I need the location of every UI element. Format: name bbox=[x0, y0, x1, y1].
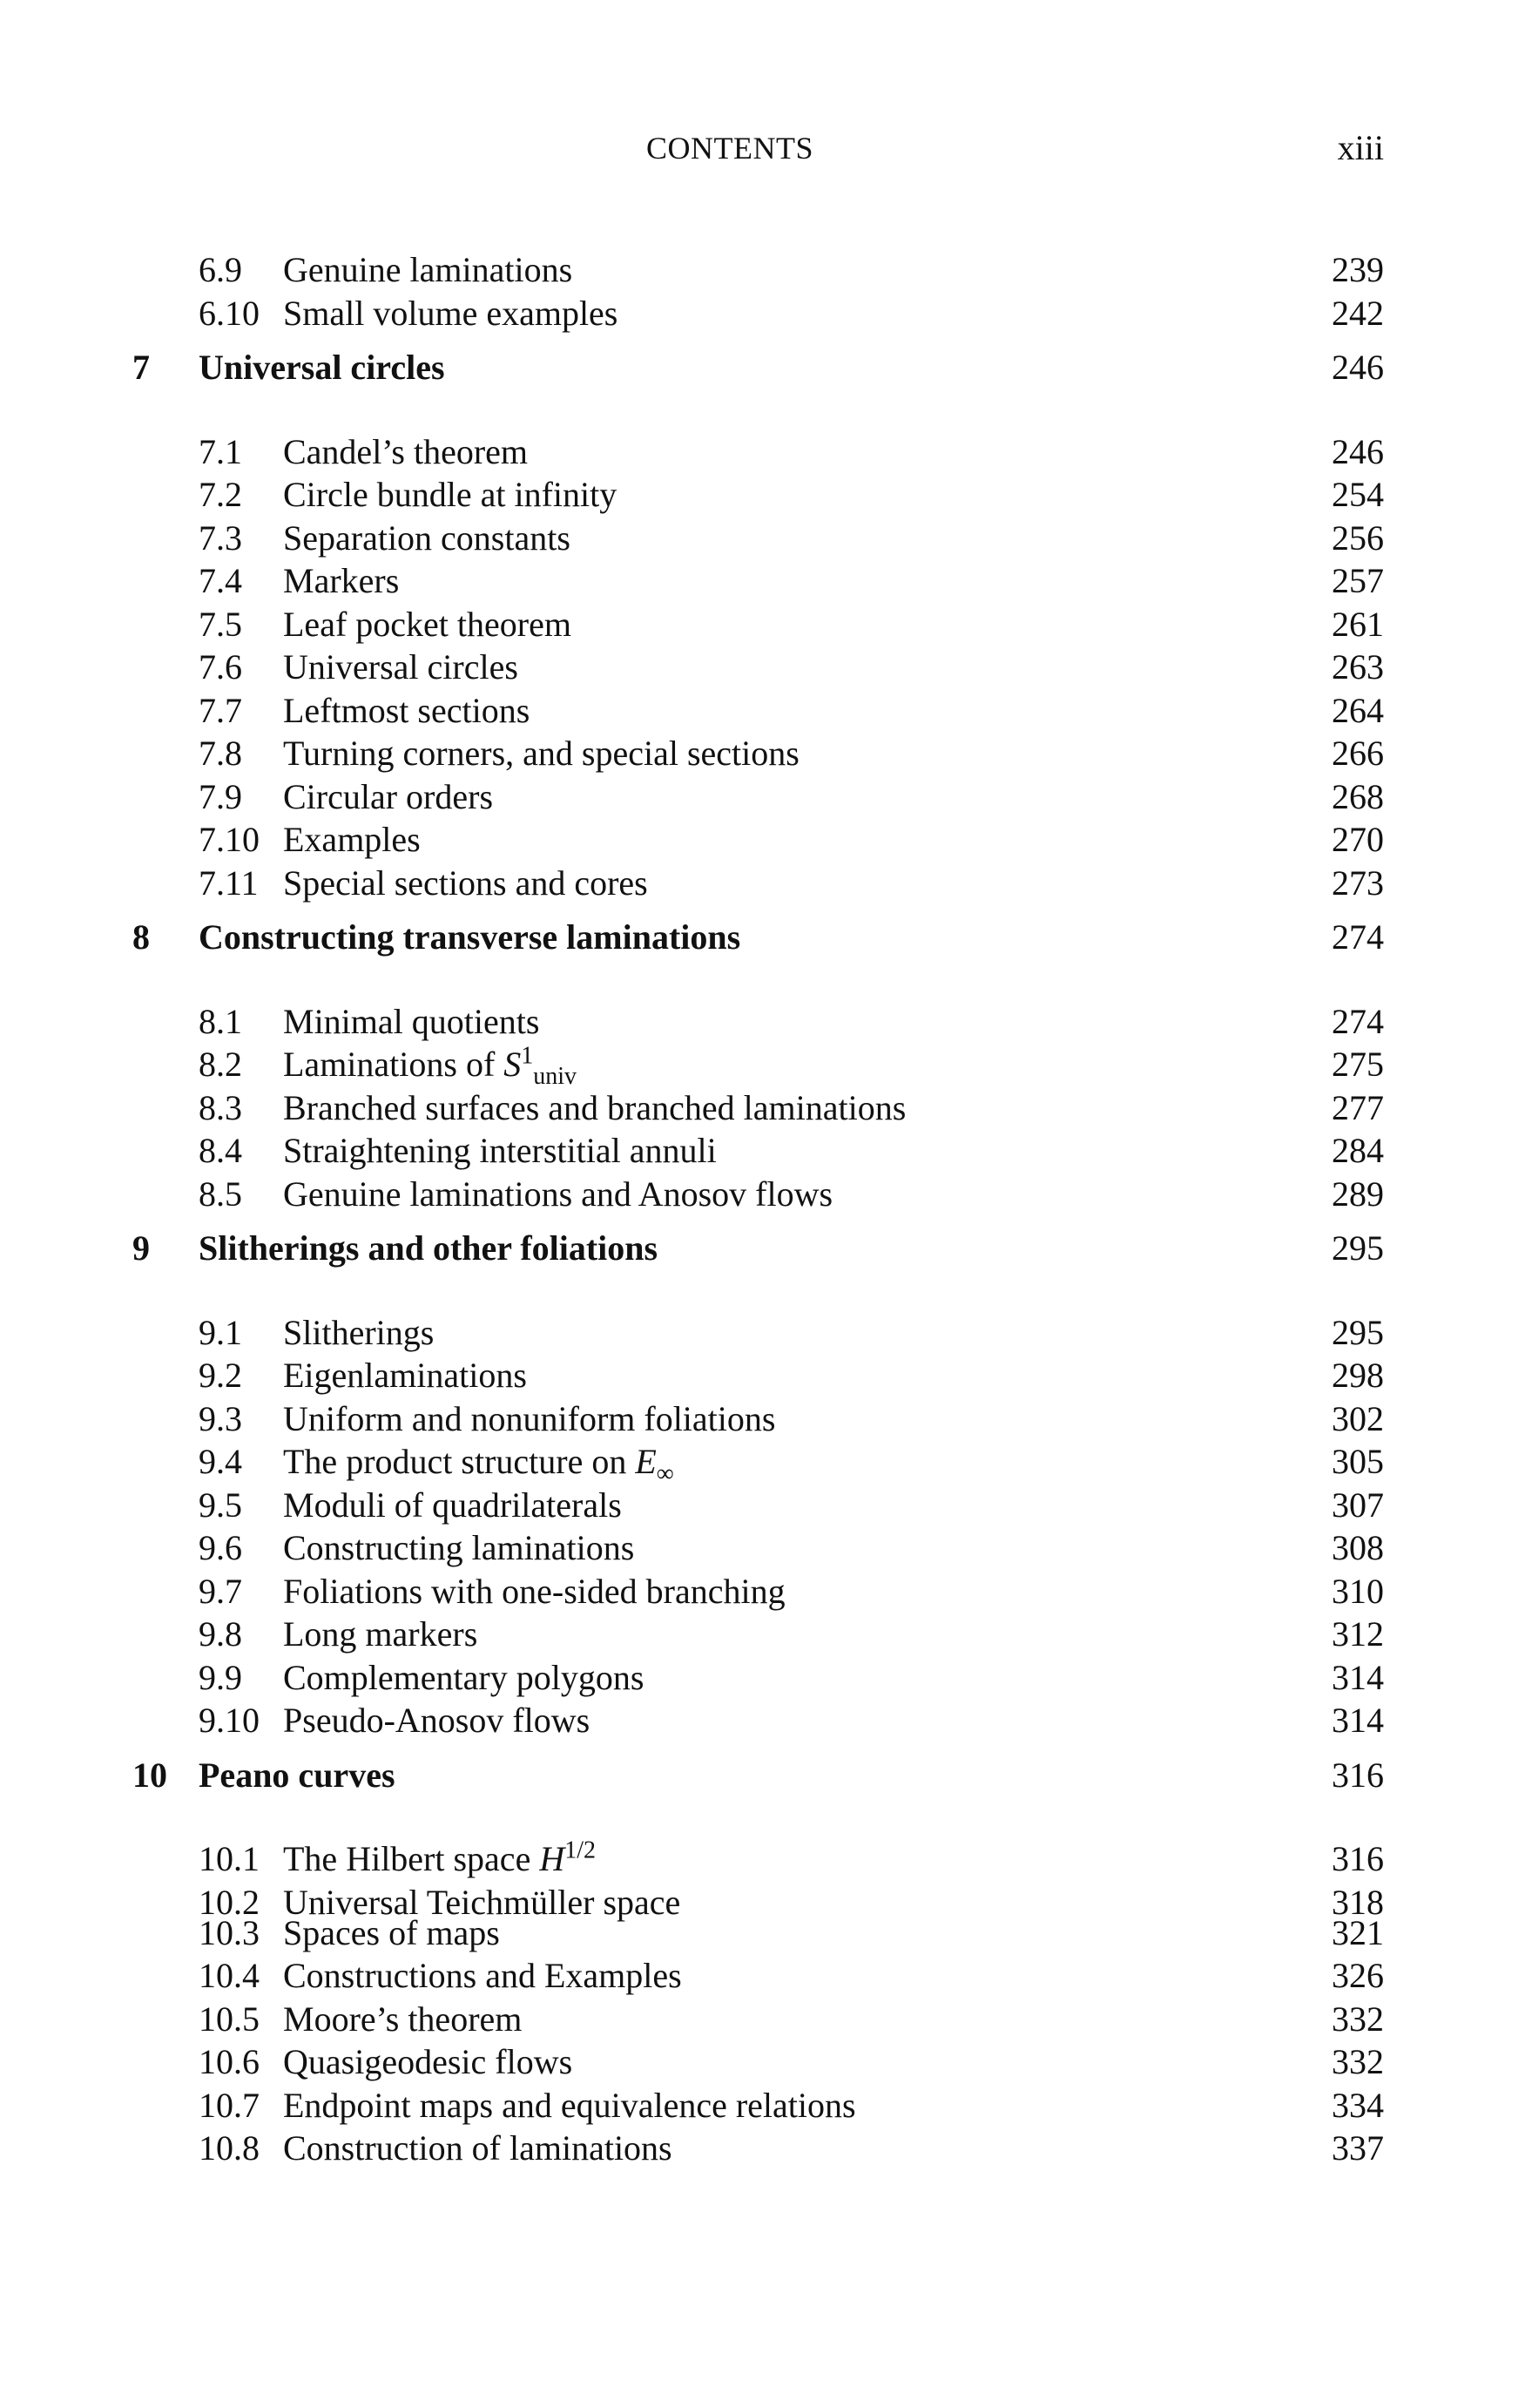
toc-entry-page: 334 bbox=[1332, 2085, 1384, 2125]
table-of-contents bbox=[0, 248, 1525, 2170]
toc-entry-page: 307 bbox=[1332, 1485, 1384, 1525]
toc-section-row bbox=[0, 1954, 1525, 1998]
toc-section-row bbox=[0, 292, 1525, 335]
toc-entry-title-text: Pseudo-Anosov flows bbox=[283, 1701, 590, 1740]
toc-entry-page: 316 bbox=[1332, 1839, 1384, 1878]
math-symbol: H bbox=[539, 1839, 565, 1878]
toc-entry-page: 274 bbox=[1332, 1001, 1384, 1041]
toc-entry-title bbox=[283, 1954, 682, 1998]
toc-entry-number: 10.7 bbox=[199, 2085, 260, 2125]
toc-entry-title bbox=[283, 517, 570, 560]
toc-entry-title bbox=[283, 646, 518, 689]
toc-section-row bbox=[0, 2084, 1525, 2127]
toc-entry-number: 7.7 bbox=[199, 690, 242, 730]
toc-section-row bbox=[0, 1837, 1525, 1881]
toc-entry-number: 10.3 bbox=[199, 1912, 260, 1952]
toc-entry-title bbox=[283, 248, 572, 292]
toc-entry-page: 314 bbox=[1332, 1701, 1384, 1740]
toc-section-row bbox=[0, 862, 1525, 905]
toc-entry-page: 246 bbox=[1332, 431, 1384, 471]
toc-entry-number: 9.4 bbox=[199, 1442, 242, 1481]
toc-entry-number: 9.1 bbox=[199, 1312, 242, 1352]
toc-entry-number: 8.4 bbox=[199, 1131, 242, 1170]
toc-section-row bbox=[0, 1613, 1525, 1656]
toc-entry-title bbox=[283, 2040, 572, 2084]
math-superscript: 1/2 bbox=[564, 1836, 596, 1864]
math-subscript: univ bbox=[533, 1063, 577, 1090]
toc-entry-title-text: Examples bbox=[283, 820, 421, 859]
toc-entry-title bbox=[283, 1699, 590, 1742]
toc-entry-page: 270 bbox=[1332, 820, 1384, 859]
toc-entry-page: 275 bbox=[1332, 1045, 1384, 1084]
toc-entry-number: 7.2 bbox=[199, 475, 242, 514]
toc-chapter-row bbox=[0, 916, 1525, 959]
toc-entry-title bbox=[283, 1570, 786, 1613]
toc-entry-number: 10.4 bbox=[199, 1956, 260, 1995]
toc-entry-page: 284 bbox=[1332, 1131, 1384, 1170]
toc-entry-title bbox=[283, 775, 493, 819]
toc-entry-title bbox=[283, 292, 617, 335]
toc-entry-title-text: Straightening interstitial annuli bbox=[283, 1131, 717, 1170]
toc-section-row bbox=[0, 1086, 1525, 1130]
toc-entry-number: 8.2 bbox=[199, 1045, 242, 1084]
toc-entry-title-text: The product structure on bbox=[283, 1442, 636, 1481]
toc-entry-page: 266 bbox=[1332, 734, 1384, 773]
toc-entry-title-text: Endpoint maps and equivalence relations bbox=[283, 2085, 856, 2125]
toc-entry-number: 9.6 bbox=[199, 1528, 242, 1567]
toc-entry-number: 10.8 bbox=[199, 2128, 260, 2168]
toc-entry-title-text: Universal circles bbox=[283, 647, 518, 687]
page-number: xiii bbox=[1337, 128, 1384, 167]
toc-entry-number: 9 bbox=[132, 1228, 150, 1268]
toc-entry-title-text: Minimal quotients bbox=[283, 1001, 540, 1041]
toc-entry-title-text: Special sections and cores bbox=[283, 862, 648, 903]
toc-entry-title-text: Candel’s theorem bbox=[283, 431, 529, 471]
toc-entry-title bbox=[283, 1911, 500, 1955]
toc-entry-number: 8.5 bbox=[199, 1174, 242, 1214]
toc-entry-title-text: Markers bbox=[283, 561, 400, 600]
toc-entry-page: 308 bbox=[1332, 1528, 1384, 1567]
toc-entry-number: 10.1 bbox=[199, 1839, 260, 1878]
toc-entry-title bbox=[199, 346, 445, 389]
toc-entry-title-text: Slitherings bbox=[283, 1312, 435, 1352]
toc-entry-page: 302 bbox=[1332, 1398, 1384, 1438]
toc-entry-page: 256 bbox=[1332, 517, 1384, 558]
toc-entry-number: 9.7 bbox=[199, 1571, 242, 1611]
toc-entry-title bbox=[283, 1129, 717, 1173]
toc-section-row bbox=[0, 818, 1525, 862]
toc-entry-title bbox=[283, 1837, 596, 1881]
toc-entry-title-text: Circular orders bbox=[283, 776, 494, 816]
toc-entry-page: 289 bbox=[1332, 1174, 1384, 1214]
toc-entry-number: 7.4 bbox=[199, 561, 242, 600]
toc-entry-title-text: Constructions and Examples bbox=[283, 1956, 682, 1995]
toc-entry-title bbox=[283, 1440, 674, 1487]
toc-entry-page: 314 bbox=[1332, 1657, 1384, 1697]
toc-section-row bbox=[0, 1570, 1525, 1613]
toc-entry-title-text: Genuine laminations and Anosov flows bbox=[283, 1174, 833, 1214]
toc-entry-page: 277 bbox=[1332, 1087, 1384, 1127]
toc-section-row bbox=[0, 559, 1525, 603]
toc-entry-page: 261 bbox=[1332, 604, 1384, 644]
toc-entry-title-text: Circle bundle at infinity bbox=[283, 475, 617, 514]
toc-entry-page: 242 bbox=[1332, 293, 1384, 333]
toc-entry-number: 8.3 bbox=[199, 1087, 242, 1127]
toc-entry-page: 268 bbox=[1332, 776, 1384, 816]
toc-entry-number: 10.6 bbox=[199, 2042, 260, 2081]
toc-entry-page: 312 bbox=[1332, 1614, 1384, 1654]
toc-entry-title bbox=[283, 2127, 672, 2170]
toc-entry-title bbox=[283, 1484, 622, 1527]
toc-entry-number: 7.9 bbox=[199, 776, 242, 816]
toc-section-row bbox=[0, 1526, 1525, 1570]
toc-entry-page: 257 bbox=[1332, 561, 1384, 600]
toc-entry-title-text: Long markers bbox=[283, 1614, 478, 1654]
toc-entry-title-text: Construction of laminations bbox=[283, 2128, 672, 2168]
toc-entry-number: 7.11 bbox=[199, 862, 259, 903]
toc-entry-page: 298 bbox=[1332, 1356, 1384, 1395]
toc-entry-title bbox=[199, 1754, 395, 1797]
toc-entry-number: 10.5 bbox=[199, 1999, 260, 2039]
toc-section-row bbox=[0, 1129, 1525, 1173]
toc-section-row bbox=[0, 1911, 1525, 1955]
toc-entry-page: 254 bbox=[1332, 475, 1384, 514]
toc-entry-number: 9.8 bbox=[199, 1614, 242, 1654]
toc-entry-number: 7 bbox=[132, 348, 150, 387]
toc-entry-number: 9.5 bbox=[199, 1485, 242, 1525]
toc-section-row bbox=[0, 1311, 1525, 1355]
math-symbol: S bbox=[503, 1045, 522, 1084]
toc-entry-title bbox=[283, 2084, 856, 2127]
toc-entry-title bbox=[283, 603, 571, 646]
toc-entry-title bbox=[283, 862, 648, 905]
toc-entry-title-text: Universal Teichmüller space bbox=[283, 1882, 681, 1922]
toc-entry-page: 326 bbox=[1332, 1956, 1384, 1995]
toc-entry-title-text: Moore’s theorem bbox=[283, 1999, 523, 2039]
toc-section-row bbox=[0, 517, 1525, 560]
toc-entry-number: 9.3 bbox=[199, 1398, 242, 1438]
toc-entry-number: 7.3 bbox=[199, 517, 242, 558]
toc-entry-page: 295 bbox=[1332, 1312, 1384, 1352]
math-symbol: E bbox=[635, 1442, 657, 1481]
toc-section-row bbox=[0, 1440, 1525, 1487]
toc-entry-title bbox=[283, 473, 617, 517]
toc-entry-title bbox=[283, 1311, 434, 1355]
toc-entry-title-text: Constructing laminations bbox=[283, 1528, 635, 1567]
toc-chapter-row bbox=[0, 1227, 1525, 1270]
toc-entry-title-text: Constructing transverse laminations bbox=[199, 917, 741, 957]
toc-entry-number: 8.1 bbox=[199, 1001, 242, 1041]
toc-section-row bbox=[0, 2040, 1525, 2084]
toc-section-row bbox=[0, 732, 1525, 775]
toc-section-row bbox=[0, 603, 1525, 646]
toc-entry-title-text: Separation constants bbox=[283, 517, 570, 558]
page-header bbox=[0, 126, 1525, 170]
toc-entry-number: 7.8 bbox=[199, 734, 242, 773]
toc-entry-title-text: Moduli of quadrilaterals bbox=[283, 1485, 622, 1525]
toc-section-row bbox=[0, 430, 1525, 474]
toc-entry-page: 295 bbox=[1332, 1228, 1384, 1268]
toc-entry-page: 274 bbox=[1332, 917, 1384, 957]
toc-entry-title bbox=[283, 1173, 833, 1216]
toc-entry-number: 7.1 bbox=[199, 431, 242, 471]
toc-entry-title-text: Universal circles bbox=[199, 348, 445, 387]
toc-entry-title bbox=[283, 1998, 522, 2041]
toc-entry-number: 10.2 bbox=[199, 1882, 260, 1922]
toc-entry-title bbox=[283, 559, 399, 603]
toc-entry-page: 273 bbox=[1332, 862, 1384, 903]
toc-entry-number: 7.6 bbox=[199, 647, 242, 687]
toc-entry-title bbox=[283, 1086, 906, 1130]
toc-entry-number: 9.9 bbox=[199, 1657, 242, 1697]
toc-entry-title-text: Genuine laminations bbox=[283, 250, 573, 289]
toc-entry-page: 310 bbox=[1332, 1571, 1384, 1611]
toc-section-row bbox=[0, 1881, 1525, 1922]
toc-entry-title-text: Quasigeodesic flows bbox=[283, 2042, 573, 2081]
toc-entry-title-text: Small volume examples bbox=[283, 293, 618, 333]
toc-chapter-row bbox=[0, 1754, 1525, 1797]
toc-entry-page: 332 bbox=[1332, 1999, 1384, 2039]
running-head: CONTENTS bbox=[646, 131, 813, 166]
toc-entry-title bbox=[283, 1656, 644, 1700]
toc-entry-title bbox=[283, 1354, 527, 1397]
math-subscript: ∞ bbox=[656, 1460, 674, 1487]
toc-entry-page: 263 bbox=[1332, 647, 1384, 687]
toc-section-row bbox=[0, 1998, 1525, 2041]
toc-entry-number: 7.5 bbox=[199, 604, 242, 644]
toc-entry-page: 321 bbox=[1332, 1912, 1384, 1952]
toc-entry-title-text: Slitherings and other foliations bbox=[199, 1228, 658, 1268]
toc-section-row bbox=[0, 1354, 1525, 1397]
toc-section-row bbox=[0, 1484, 1525, 1527]
toc-entry-title-text: Spaces of maps bbox=[283, 1912, 500, 1952]
toc-entry-title-text: Eigenlaminations bbox=[283, 1356, 527, 1395]
toc-section-row bbox=[0, 248, 1525, 292]
toc-entry-title-text: Peano curves bbox=[199, 1755, 395, 1795]
toc-entry-number: 8 bbox=[132, 917, 150, 957]
toc-entry-title-text: The Hilbert space bbox=[283, 1839, 540, 1878]
toc-section-row bbox=[0, 2127, 1525, 2170]
toc-section-row bbox=[0, 1699, 1525, 1742]
toc-section-row bbox=[0, 1000, 1525, 1044]
toc-entry-title-text: Complementary polygons bbox=[283, 1657, 644, 1697]
toc-section-row bbox=[0, 473, 1525, 517]
toc-entry-title bbox=[199, 1227, 658, 1270]
toc-entry-title bbox=[283, 1042, 577, 1090]
toc-entry-page: 246 bbox=[1332, 348, 1384, 387]
toc-entry-title bbox=[283, 1526, 634, 1570]
toc-entry-title bbox=[283, 1000, 539, 1044]
toc-section-row bbox=[0, 775, 1525, 819]
toc-section-row bbox=[0, 646, 1525, 689]
toc-entry-title-text: Leftmost sections bbox=[283, 690, 530, 730]
toc-chapter-row bbox=[0, 346, 1525, 389]
toc-entry-page: 264 bbox=[1332, 690, 1384, 730]
math-superscript: 1 bbox=[521, 1042, 534, 1070]
toc-section-row bbox=[0, 1656, 1525, 1700]
toc-entry-number: 9.2 bbox=[199, 1356, 242, 1395]
toc-entry-page: 318 bbox=[1332, 1882, 1384, 1922]
toc-entry-page: 332 bbox=[1332, 2042, 1384, 2081]
toc-entry-title-text: Branched surfaces and branched laminations bbox=[283, 1087, 907, 1127]
toc-entry-title-text: Uniform and nonuniform foliations bbox=[283, 1398, 776, 1438]
toc-entry-title-text: Leaf pocket theorem bbox=[283, 604, 571, 644]
toc-entry-title bbox=[199, 916, 740, 959]
toc-entry-page: 239 bbox=[1332, 250, 1384, 289]
toc-entry-page: 305 bbox=[1332, 1442, 1384, 1481]
toc-entry-title bbox=[283, 689, 530, 733]
toc-entry-title-text: Foliations with one-sided branching bbox=[283, 1571, 786, 1611]
toc-section-row bbox=[0, 1397, 1525, 1441]
toc-entry-title-text: Turning corners, and special sections bbox=[283, 734, 800, 773]
toc-entry-number: 6.9 bbox=[199, 250, 242, 289]
toc-section-row bbox=[0, 1173, 1525, 1216]
toc-entry-page: 316 bbox=[1332, 1755, 1384, 1795]
toc-entry-title bbox=[283, 1397, 775, 1441]
toc-entry-title bbox=[283, 1613, 477, 1656]
toc-entry-title bbox=[283, 732, 800, 775]
toc-entry-number: 9.10 bbox=[199, 1701, 260, 1740]
toc-section-row bbox=[0, 689, 1525, 733]
toc-entry-title bbox=[283, 818, 421, 862]
toc-entry-number: 7.10 bbox=[199, 820, 260, 859]
toc-entry-number: 6.10 bbox=[199, 293, 260, 333]
toc-entry-title-text: Laminations of bbox=[283, 1045, 504, 1084]
toc-entry-number: 10 bbox=[132, 1755, 167, 1795]
toc-section-row bbox=[0, 1042, 1525, 1090]
toc-entry-title bbox=[283, 430, 528, 474]
toc-entry-page: 337 bbox=[1332, 2128, 1384, 2168]
